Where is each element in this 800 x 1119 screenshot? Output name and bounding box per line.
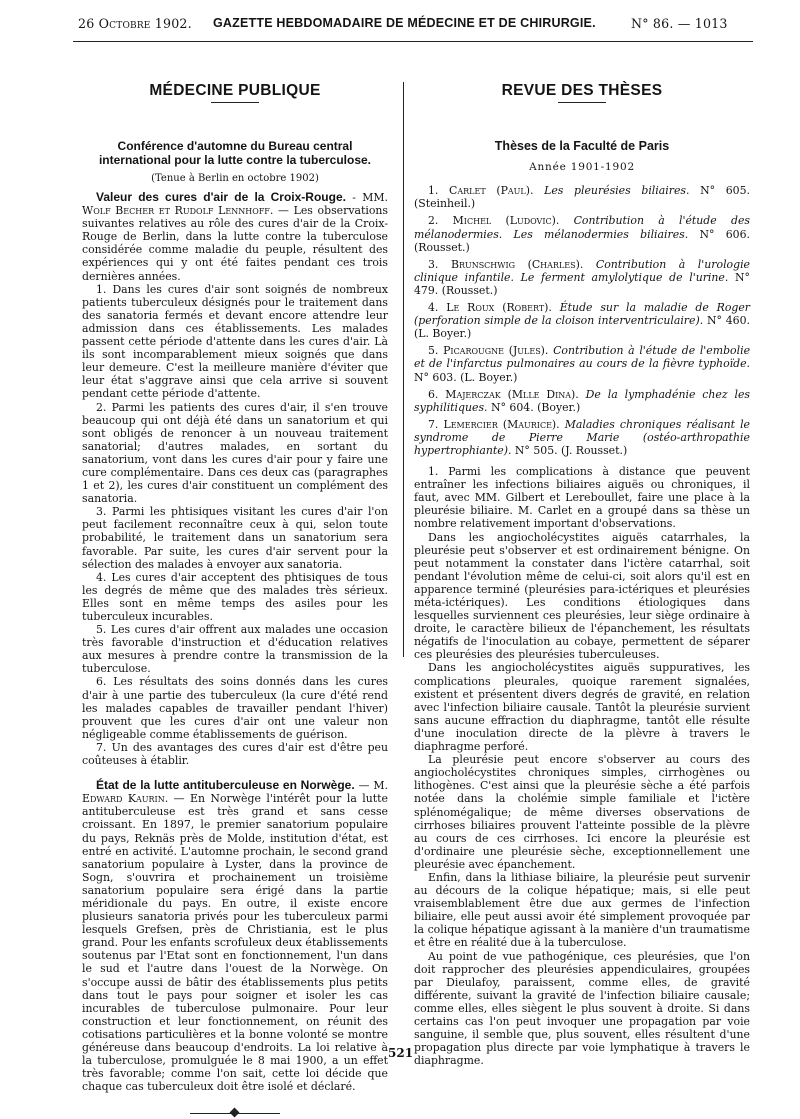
article-2 — [82, 779, 388, 1093]
article-2-author: — M. Edward Kaurin. — [82, 779, 388, 806]
article-1-heading: Valeur des cures d'air de la Croix-Rouge. — [96, 190, 346, 204]
article-1-paragraph: 5. Les cures d'air offrent aux malades une occasion très favorable d'instruction et d'éducation relatives aux mesures à prendre contre la transmission de la tuberculose. — [82, 623, 388, 676]
review-paragraph: Au point de vue pathogénique, ces pleurésies, que l'on doit rapprocher des pleurésies appendiculaires, groupées par Dieulafoy, paraissent, comme elles, de gravité différente, suivant la gravité de l'infection biliaire causale; comme elles, elles siègent le plus souvent à droite. Si dans certains cas l'on peut invoquer une propagation par voie sanguine, il semble que, plus souvent, elles résultent d'une propagation plus directe par voie lymphatique à travers le diaphragme. — [414, 949, 750, 1068]
article-1-paragraph: 1. Dans les cures d'air sont soignés de nombreux patients tuberculeux désignés pour le traitement dans des sanatoria fermés et devant encore attendre leur admission dans ces établissements. Les malades passent cette période d'attente dans les cures d'air. Là ils sont incomparablement mieux soignés que dans leur demeure. C'est la meilleure manière d'éviter que leur état s'aggrave ainsi que cela arrive si souvent pendant cette période d'attente. — [82, 282, 388, 401]
section-title-revue-des-theses: REVUE DES THÈSES — [501, 82, 663, 99]
thesis-entry: 3. Brunschwig (Charles). Contribution à l'urologie clinique infantile. Le ferment amylolytique de l'urine. N° 479. (Rousset.) — [414, 257, 751, 297]
thesis-entry: 4. Le Roux (Robert). Étude sur la maladie de Roger (perforation simple de la cloison interventriculaire). N° 460. (L. Boyer.) — [414, 301, 751, 341]
right-column — [414, 82, 750, 1067]
review-paragraph: Enfin, dans la lithiase biliaire, la pleurésie peut survenir au décours de la colique hépatique; mais, si elle peut vraisemblablement être due aux germes de l'infection biliaire, elle peut aussi avoir été simplement provoquée par la colique hépatique agissant à la manière d'un traumatisme et être en réalité due à la tuberculose. — [414, 870, 750, 950]
thesis-entry: 5. Picarougne (Jules). Contribution à l'étude de l'embolie et de l'infarctus pulmonaires au cours de la fièvre typhoïde. N° 603. (L. Boyer.) — [414, 344, 751, 384]
page-number: 521 — [388, 1046, 414, 1060]
section-title-medecine-publique: MÉDECINE PUBLIQUE — [149, 82, 321, 99]
review-paragraph: La pleurésie peut encore s'observer au cours des angiocholécystites chroniques simples, cirrhogènes ou lithogènes. C'est ainsi que la pleurésie sèche a été parfois notée dans la cholémie simple familiale et l'ictère splénomégalique; de même diverses observations de cirrhoses biliaires prouvent l'atteinte possible de la plèvre au cours de ces cirrhoses. Ici encore la pleurésie est d'ordinaire une pleurésie sèche, exceptionnellement une pleurésie avec épanchement. — [414, 753, 750, 871]
left-column — [82, 82, 388, 1119]
article-1-paragraph: 2. Parmi les patients des cures d'air, il s'en trouve beaucoup qui ont déjà été dans un sanatorium et qui sont obligés de renoncer à un nouveau traitement sanatorial; d'autres malades, en sortant du sanatorium, vont dans les cures d'air pour y faire une cure complémentaire. Dans ces deux cas (paragraphes 1 et 2), les cures d'air constituent un complément des sanatoria. — [82, 400, 388, 506]
article-1-lead — [82, 191, 388, 283]
conference-subtitle: (Tenue à Berlin en octobre 1902) — [151, 172, 319, 184]
article-2-text: — En Norwège l'intérêt pour la lutte antituberculeuse est très grand et sans cesse croissant. En 1897, le premier sanatorium populaire du pays, Reknäs près de Molde, institution d'état, est entré en activité. L'automne prochain, le second grand sanatorium populaire à Lyster, dans la province de Sogn, s'ouvrira et prochainement un troisième sanatorium populaire sera érigé dans la partie méridionale du pays. En outre, il existe encore plusieurs sanatoria privés pour les tuberculeux parmi lesquels Grefsen, près de Christiania, est le plus grand. Pour les enfants scrofuleux deux établissements soutenus par l'Etat sont en fonctionnement, l'un dans le sud et l'autre dans l'ouest de la Norwège. On s'occupe aussi de bâtir des établissements plus petits dans tout le pays pour soigner et isoler les cas incurables de tuberculose pulmonaire. Pour leur construction et leur fonctionnement, on réunit des cotisations particulières et la bonne volonté se montre généreuse dans beaucoup d'endroits. La loi relative à la tuberculose, promulguée le 8 mai 1900, a un effet très favorable; comme l'on sait, cette loi décide que chaque cas tuberculeux doit être isolé et déclaré. — [82, 792, 388, 1094]
review-paragraph: Dans les angiocholécystites aiguës catarrhales, la pleurésie peut s'observer et est ordinairement bénigne. On peut notamment la constater dans l'ictère catarrhal, soit pendant l'évolution même de celui-ci, soit alors qu'il est en apparence terminé (pleurésies para-ictériques et pleurésies méta-ictériques). Les conditions étiologiques dans lesquelles surviennent ces pleurésies, leur siège ordinaire à droite, le caractère bilieux de l'épanchement, les résultats négatifs de l'inoculation au cobaye, permettent de séparer ces pleurésies des pleurésies tuberculeuses. — [414, 530, 750, 662]
thesis-entry: 6. Majerczak (Mlle Dina). De la lymphadénie chez les syphilitiques. N° 604. (Boyer.) — [414, 387, 751, 414]
end-ornament — [190, 1109, 280, 1119]
title-rule — [211, 102, 259, 103]
article-2-heading: État de la lutte antituberculeuse en Norwège. — [96, 778, 355, 793]
article-1-paragraph: 6. Les résultats des soins donnés dans les cures d'air à une partie des tuberculeux (la cure d'été rend les malades capables de travailler pendant l'hiver) prouvent que les cures d'air ont une valeur non négligeable comme établissements de guérison. — [82, 675, 388, 741]
article-1-intro: — Les observations suivantes relatives au rôle des cures d'air de la Croix-Rouge de Berlin, dans la lutte contre la tuberculose considérée comme maladie du peuple, résultent des expériences qui y ont été faites pendant ces trois dernières années. — [82, 204, 388, 283]
article-1-paragraph: 7. Un des avantages des cures d'air est d'être peu coûteuses à établir. — [82, 740, 388, 768]
page-header — [58, 16, 748, 36]
review-paragraph: Dans les angiocholécystites aiguës suppuratives, les complications pleurales, quoique rarement signalées, existent et présentent divers degrés de gravité, en relation avec l'infection biliaire causale. Tantôt la pleurésie survient sans aucune effraction du diaphragme, tantôt elle résulte d'une inoculation directe de la plèvre à travers le diaphragme perforé. — [414, 661, 750, 754]
header-journal-title: GAZETTE HEBDOMADAIRE DE MÉDECINE ET DE CHIRURGIE. — [213, 16, 596, 30]
header-date: 26 Octobre 1902. — [78, 16, 192, 31]
review-paragraph: 1. Parmi les complications à distance que peuvent entraîner les infections biliaires aiguës ou chroniques, il faut, avec MM. Gilbert et Lereboullet, faire une place à la pleurésie biliaire. M. Carlet en a groupé dans sa thèse un nombre relativement important d'observations. — [414, 465, 750, 531]
column-divider — [403, 82, 404, 657]
conference-title: Conférence d'automne du Bureau central international pour la lutte contre la tuberculose. — [98, 139, 372, 167]
header-issue-number: N° 86. — 1013 — [631, 16, 728, 31]
article-1-paragraph: 3. Parmi les phtisiques visitant les cures d'air l'on peut facilement reconnaître ceux à qui, selon toute probabilité, le traitement dans un sanatorium sera favorable. Par suite, les cures d'air servent pour la sélection des malades à envoyer aux sanatoria. — [82, 505, 388, 571]
review-body — [414, 465, 750, 1067]
theses-title: Thèses de la Faculté de Paris — [494, 139, 670, 154]
title-rule — [558, 102, 606, 103]
thesis-entry: 7. Lemercier (Maurice). Maladies chroniques réalisant le syndrome de Pierre Marie (ostéo-arthropathie hypertrophiante). N° 505. (J. Rousset.) — [414, 417, 750, 457]
article-1-paragraph: 4. Les cures d'air acceptent des phtisiques de tous les degrés de même que des malades très sérieux. Elles sont en même temps des asiles pour les tuberculeux incurables. — [82, 570, 388, 623]
academic-year: Année 1901-1902 — [529, 161, 635, 174]
article-1-authors: - MM. Wolf Becher et Rudolf Lennhoff. — [82, 191, 388, 218]
header-rule — [73, 41, 753, 42]
thesis-entry: 1. Carlet (Paul). Les pleurésies biliaires. N° 605. (Steinheil.) — [414, 184, 750, 211]
thesis-entry: 2. Michel (Ludovic). Contribution à l'étude des mélanodermies. Les mélanodermies biliaires. N° 606. (Rousset.) — [414, 214, 750, 254]
